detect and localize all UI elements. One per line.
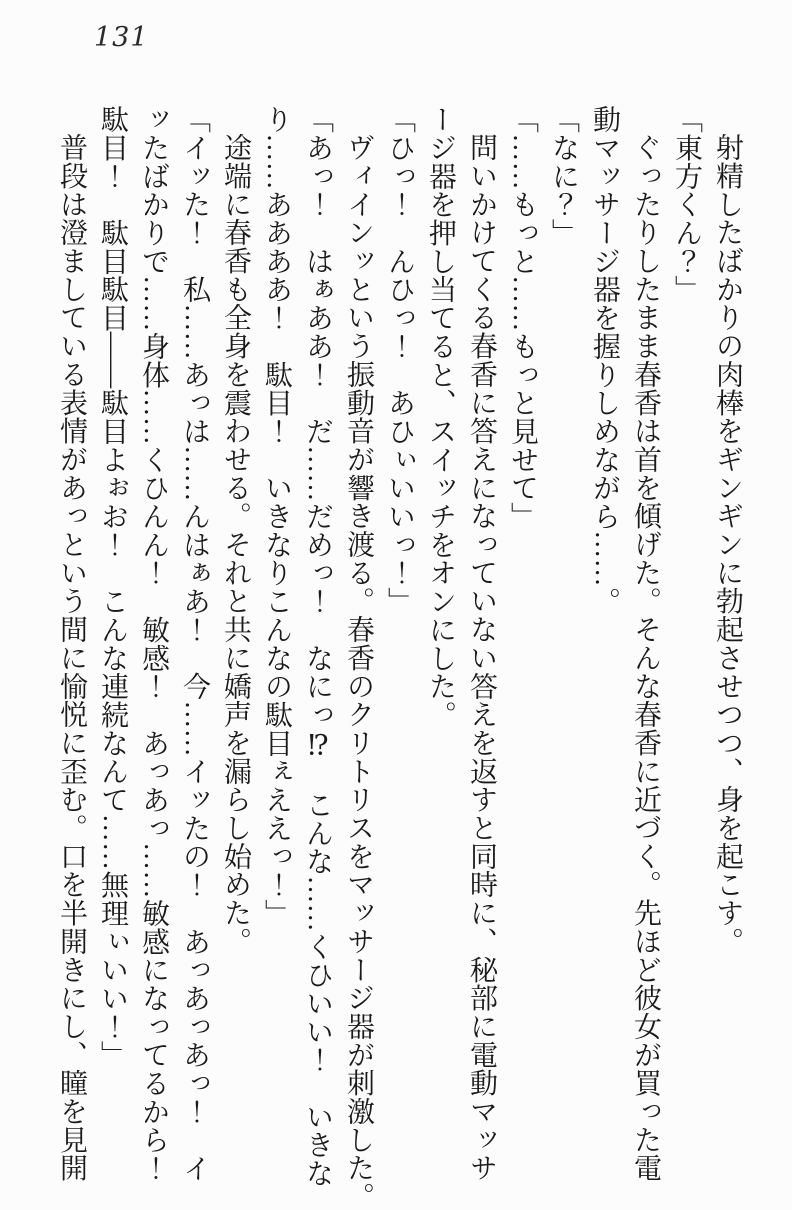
text-line: 「ひっ！ んひっ！ あひぃいいっ！」	[384, 105, 415, 616]
text-line: 動マッサージ器を握りしめながら……。	[589, 105, 620, 616]
text-line: 「……もっと……もっと見せて」	[507, 105, 538, 531]
text-line: 「イッた！ 私……あっは……んはぁあ！ 今……イッたの！ あっあっあっ！ イ	[179, 105, 210, 1183]
text-line: 射精したばかりの肉棒をギンギンに勃起させつつ、身を起こす。	[712, 133, 743, 956]
text-line: 駄目！ 駄目駄目――駄目よぉお！ こんな連続なんて……無理ぃいい！」	[97, 105, 128, 1069]
page-text	[51, 105, 748, 1210]
text-line: ぐったりしたまま春香は首を傾げた。そんな春香に近づく。先ほど彼女が買った電	[630, 133, 661, 1182]
text-line: ージ器を押し当てると、スイッチをオンにした。	[425, 105, 456, 729]
text-line: 途端に春香も全身を震わせる。それと共に嬌声を漏らし始めた。	[220, 133, 251, 956]
text-line: ヴィインッという振動音が響き渡る。春香のクリトリスをマッサージ器が刺激した。	[343, 133, 374, 1210]
text-line: り……ああああ！ 駄目！ いきなりこんなの駄目ぇええっ！」	[261, 105, 292, 928]
text-line: 「あっ！ はぁああ！ だ……だめっ！ なにっ⁉ こんな……くひいい！ いきな	[302, 105, 333, 1188]
text-line: 問いかけてくる春香に答えになっていない答えを返すと同時に、秘部に電動マッサ	[466, 133, 497, 1182]
text-line: ッたばかりで……身体……くひんん！ 敏感！ あっあっ……敏感になってるから！	[138, 105, 169, 1183]
text-line: 普段は澄ましている表情があっという間に愉悦に歪む。口を半開きにし、瞳を見開	[56, 133, 87, 1182]
text-line: 「なに？」	[548, 105, 579, 247]
text-line: 「東方くん？」	[671, 105, 702, 304]
page-number: 131	[94, 22, 149, 53]
